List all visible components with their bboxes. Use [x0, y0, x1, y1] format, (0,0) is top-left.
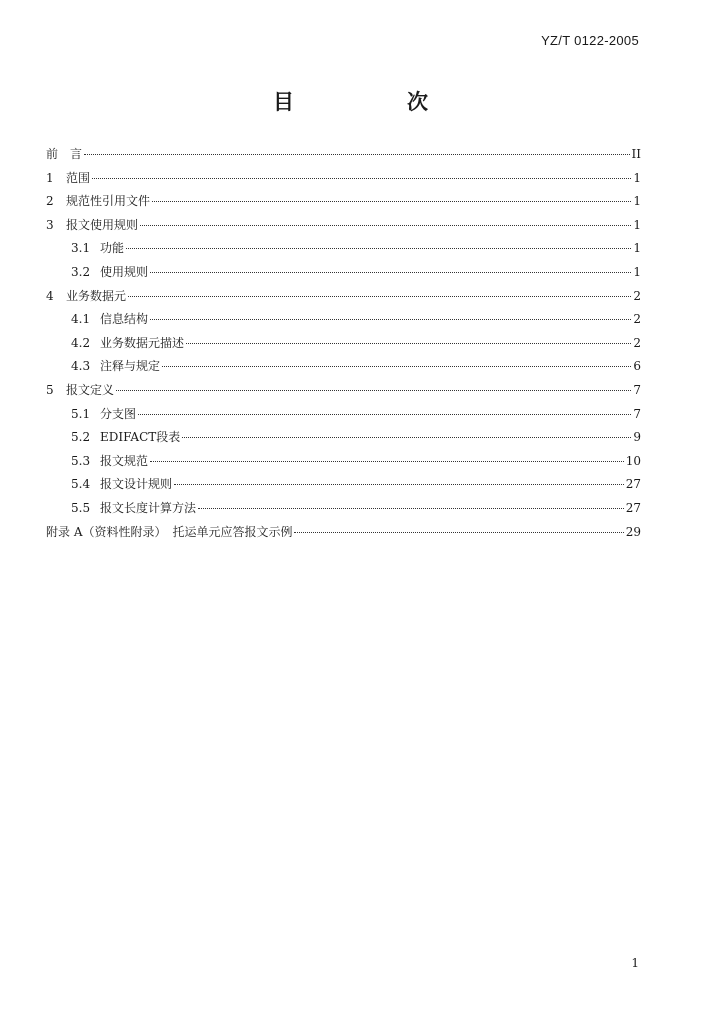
toc-entry-label: 使用规则	[100, 264, 149, 279]
toc-entry-number: 4	[46, 288, 54, 303]
toc-dot-leader	[174, 484, 624, 485]
toc-entry[interactable]	[46, 497, 641, 521]
toc-entry-page: 1	[633, 264, 641, 279]
toc-entry-label: EDIFACT段表	[100, 430, 181, 445]
toc-dot-leader	[198, 508, 624, 509]
toc-entry-number: 4.2	[71, 335, 91, 350]
toc-entry-page: 1	[633, 170, 641, 185]
toc-entry-page: 9	[633, 430, 641, 445]
toc-entry-page: II	[631, 147, 641, 161]
toc-entry-page: 27	[625, 477, 641, 492]
toc-dot-leader	[150, 461, 624, 462]
toc-entry[interactable]	[46, 285, 641, 309]
toc-entry-label: 规范性引用文件	[66, 194, 151, 209]
toc-entry[interactable]	[46, 143, 641, 167]
toc-dot-leader	[150, 272, 631, 273]
toc-entry-number: 5.2	[71, 430, 91, 445]
toc-dot-leader	[116, 390, 631, 391]
toc-dot-leader	[186, 343, 631, 344]
toc-entry-label: 报文长度计算方法	[100, 500, 197, 515]
toc-entry-page: 6	[633, 359, 641, 374]
toc-entry[interactable]	[46, 450, 641, 474]
toc-entry[interactable]	[46, 521, 641, 545]
toc-entry-page: 1	[633, 217, 641, 232]
toc-entry[interactable]	[46, 355, 641, 379]
toc-entry-label: 范围	[66, 170, 91, 185]
toc-entry-page: 1	[633, 194, 641, 209]
toc-entry-number: 3.2	[71, 264, 91, 279]
toc-entry-label: 报文规范	[100, 453, 149, 468]
toc-entry-number: 5.4	[71, 477, 91, 492]
toc-entry-label: 业务数据元	[66, 288, 127, 303]
toc-entry[interactable]	[46, 473, 641, 497]
toc-dot-leader	[182, 437, 631, 438]
toc-entry-number: 2	[46, 194, 54, 209]
toc-title: 目 次	[273, 90, 474, 114]
toc-entry-number: 5.5	[71, 500, 91, 515]
toc-entry-number: 3.1	[71, 241, 91, 256]
toc-entry-label: 功能	[100, 241, 125, 256]
toc-entry-page: 2	[633, 312, 641, 327]
toc-entry-page: 10	[625, 453, 641, 468]
toc-dot-leader	[294, 532, 623, 533]
toc-entry[interactable]	[46, 403, 641, 427]
toc-dot-leader	[162, 366, 631, 367]
toc-entry[interactable]	[46, 332, 641, 356]
toc-entry[interactable]	[46, 379, 641, 403]
toc-entry[interactable]	[46, 308, 641, 332]
toc-entry-label: 前 言	[46, 147, 83, 161]
toc-entry[interactable]	[46, 190, 641, 214]
toc-entry[interactable]	[46, 237, 641, 261]
toc-entry-page: 2	[633, 335, 641, 350]
toc-entry-label: 报文设计规则	[100, 477, 173, 492]
toc-dot-leader	[152, 201, 631, 202]
toc-entry[interactable]	[46, 214, 641, 238]
table-of-contents	[46, 143, 641, 544]
toc-entry-page: 2	[633, 288, 641, 303]
toc-entry-number: 5	[46, 382, 54, 397]
toc-entry-label: 附录 A（资料性附录） 托运单元应答报文示例	[46, 524, 293, 539]
toc-entry-label: 注释与规定	[100, 359, 161, 374]
toc-entry-label: 分支图	[100, 406, 137, 421]
toc-dot-leader	[150, 319, 631, 320]
toc-dot-leader	[92, 178, 631, 179]
page-number: 1	[631, 956, 639, 970]
toc-entry-number: 5.1	[71, 406, 91, 421]
toc-dot-leader	[128, 296, 631, 297]
toc-dot-leader	[84, 154, 630, 155]
toc-entry-number: 1	[46, 170, 54, 185]
toc-entry-page: 1	[633, 241, 641, 256]
toc-entry[interactable]	[46, 426, 641, 450]
toc-entry-label: 业务数据元描述	[100, 335, 185, 350]
toc-entry-page: 29	[625, 524, 641, 539]
standard-code: YZ/T 0122-2005	[541, 33, 639, 48]
toc-entry[interactable]	[46, 261, 641, 285]
toc-entry-number: 5.3	[71, 453, 91, 468]
toc-entry-label: 信息结构	[100, 312, 149, 327]
toc-entry[interactable]	[46, 167, 641, 191]
toc-entry-number: 3	[46, 217, 54, 232]
toc-entry-number: 4.1	[71, 312, 91, 327]
toc-dot-leader	[140, 225, 631, 226]
toc-entry-page: 7	[633, 382, 641, 397]
toc-entry-label: 报文使用规则	[66, 217, 139, 232]
toc-dot-leader	[138, 414, 631, 415]
toc-entry-label: 报文定义	[66, 382, 115, 397]
toc-entry-page: 27	[625, 500, 641, 515]
toc-dot-leader	[126, 248, 631, 249]
toc-entry-page: 7	[633, 406, 641, 421]
toc-entry-number: 4.3	[71, 359, 91, 374]
